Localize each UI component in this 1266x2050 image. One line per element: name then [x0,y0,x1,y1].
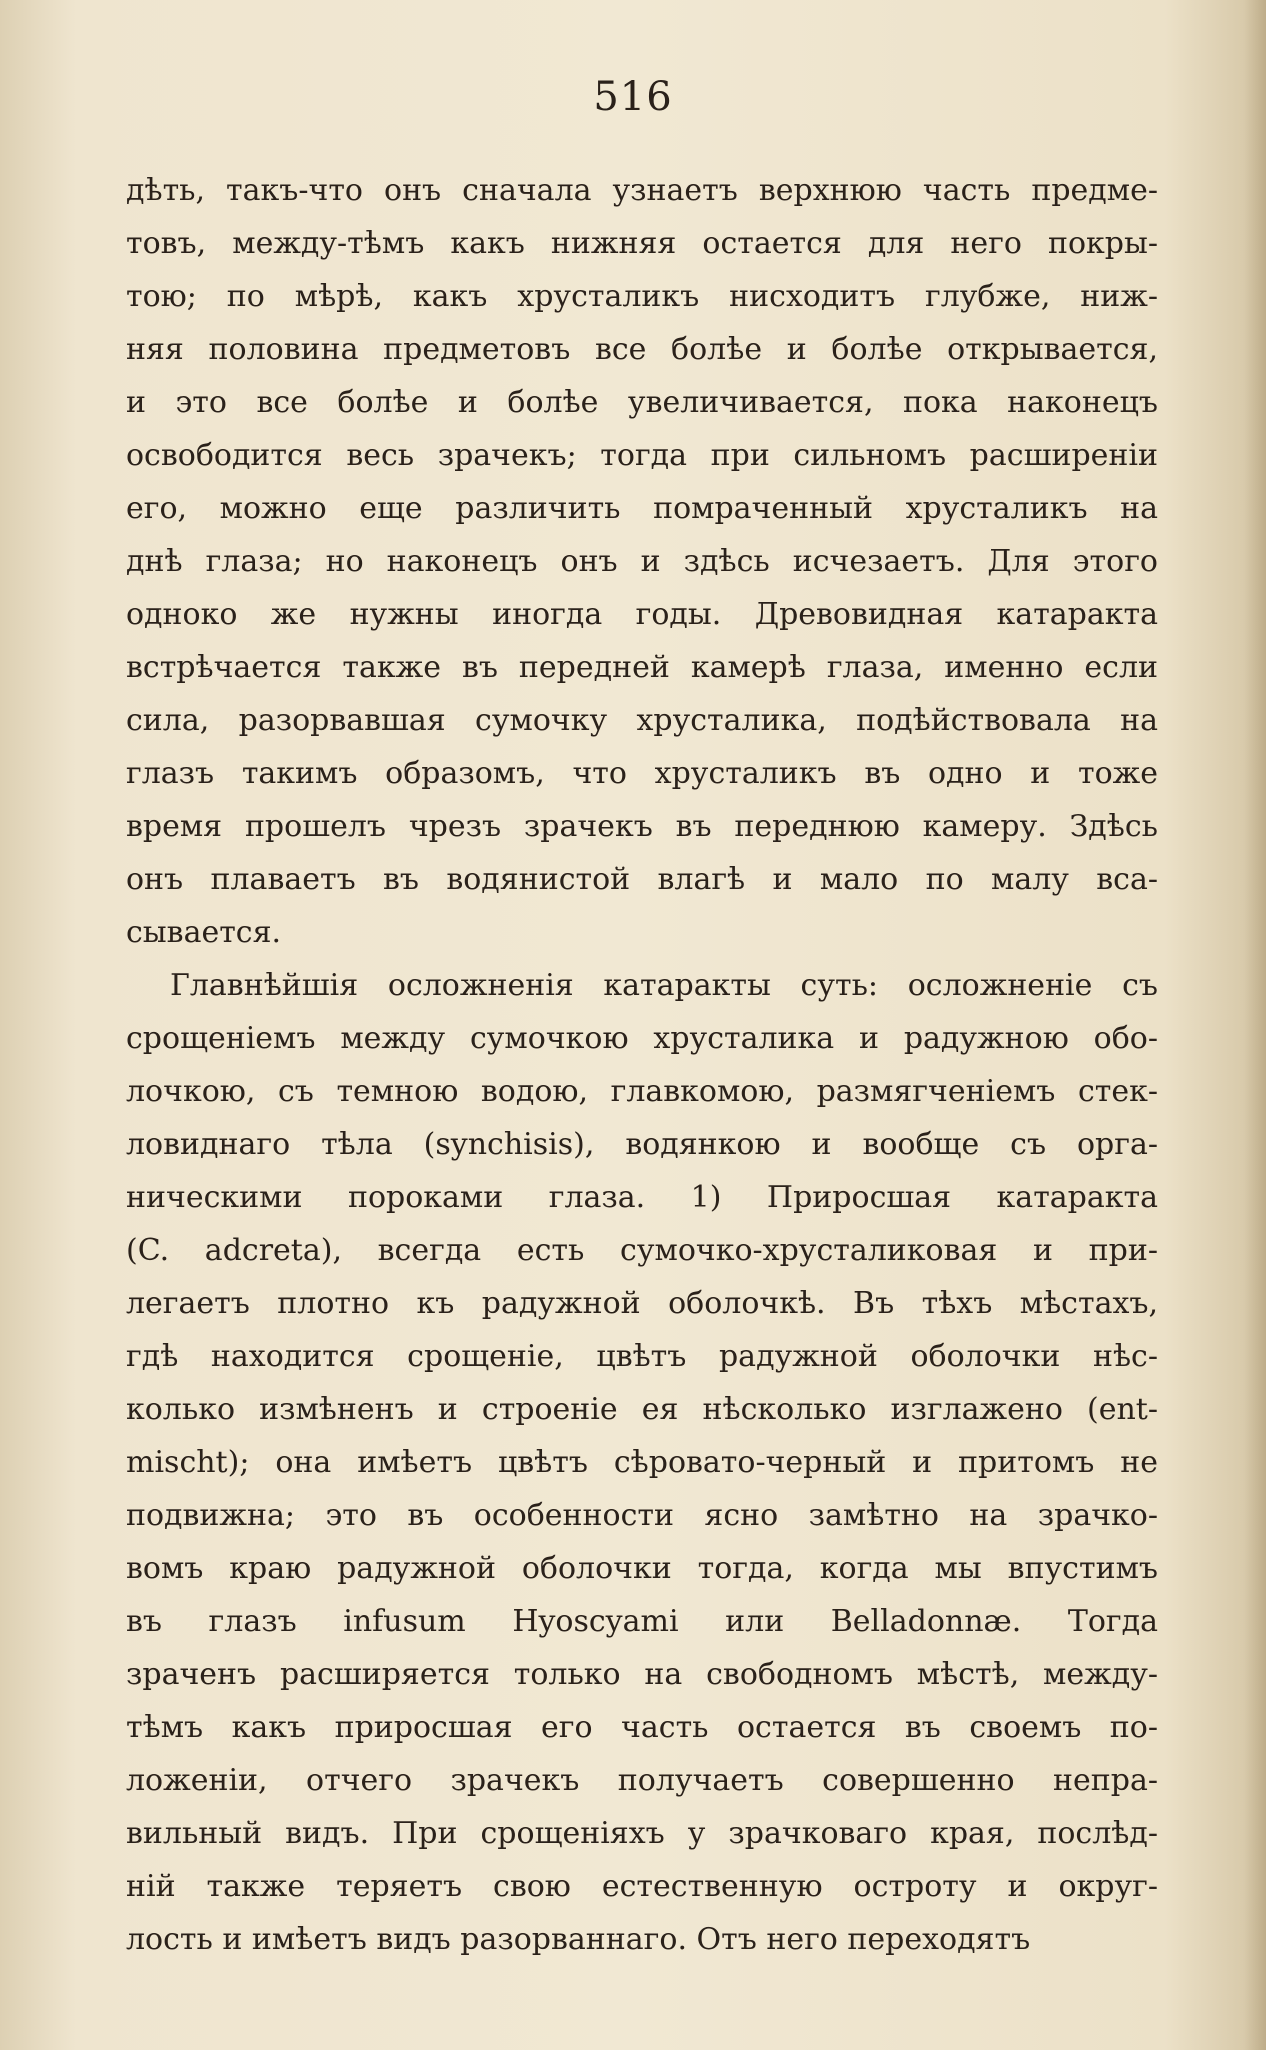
text-line: встрѣчается также въ передней камерѣ глаза, именно если [126,650,1158,685]
text-line: одноко же нужны иногда годы. Древовидная катаракта [126,597,1158,632]
text-line: ловиднаго тѣла (synchisis), водянкою и вообще съ орга- [126,1127,1158,1162]
text-line: сывается. [126,915,282,950]
text-line: (C. adcreta), всегда есть сумочко-хрусталиковая и при- [126,1233,1158,1268]
text-line: товъ, между-тѣмъ какъ нижняя остается для него покры- [126,226,1158,261]
text-line: лость и имѣетъ видъ разорваннаго. Отъ него переходятъ [126,1922,1031,1957]
text-line: дѣть, такъ-что онъ сначала узнаетъ верхнюю часть предме- [126,173,1158,208]
text-line: днѣ глаза; но наконецъ онъ и здѣсь исчезаетъ. Для этого [126,544,1158,579]
text-line: лочкою, съ темною водою, главкомою, размягченіемъ стек- [126,1074,1158,1109]
text-line: няя половина предметовъ все болѣе и болѣе открывается, [126,332,1158,367]
text-line: mischt); она имѣетъ цвѣтъ сѣровато-черный и притомъ не [126,1445,1158,1480]
text-line: легаетъ плотно къ радужной оболочкѣ. Въ тѣхъ мѣстахъ, [126,1286,1158,1321]
text-line: ложеніи, отчего зрачекъ получаетъ совершенно непра- [126,1763,1158,1798]
text-line: подвижна; это въ особенности ясно замѣтно на зрачко- [126,1498,1158,1533]
text-line: тою; по мѣрѣ, какъ хрусталикъ нисходитъ глубже, ниж- [126,279,1158,314]
text-line: тѣмъ какъ приросшая его часть остается въ своемъ по- [126,1710,1158,1745]
text-line: онъ плаваетъ въ водянистой влагѣ и мало по малу вса- [126,862,1158,897]
text-line: глазъ такимъ образомъ, что хрусталикъ въ одно и тоже [126,756,1158,791]
text-line: зраченъ расширяется только на свободномъ мѣстѣ, между- [126,1657,1158,1692]
text-line: ническими пороками глаза. 1) Приросшая катаракта [126,1180,1158,1215]
text-line: и это все болѣе и болѣе увеличивается, пока наконецъ [126,385,1158,420]
text-line: гдѣ находится срощеніе, цвѣтъ радужной оболочки нѣс- [126,1339,1158,1374]
text-line: вомъ краю радужной оболочки тогда, когда мы впустимъ [126,1551,1158,1586]
text-line: его, можно еще различить помраченный хрусталикъ на [126,491,1158,526]
text-line: вильный видъ. При срощеніяхъ у зрачковаго края, послѣд- [126,1816,1158,1851]
text-line: ній также теряетъ свою естественную остроту и округ- [126,1869,1158,1904]
text-line: срощеніемъ между сумочкою хрусталика и радужною обо- [126,1021,1158,1056]
text-line: колько измѣненъ и строеніе ея нѣсколько изглажено (ent- [126,1392,1158,1427]
text-line: сила, разорвавшая сумочку хрусталика, подѣйствовала на [126,703,1158,738]
text-line: освободится весь зрачекъ; тогда при сильномъ расширеніи [126,438,1158,473]
text-line: въ глазъ infusum Hyoscyami или Belladonnæ. Тогда [126,1604,1158,1639]
text-line: время прошелъ чрезъ зрачекъ въ переднюю камеру. Здѣсь [126,809,1158,844]
page-edge-shadow [1244,0,1266,2050]
text-line: Главнѣйшія осложненія катаракты суть: осложненіе съ [170,968,1158,1003]
body-text [126,164,1158,1966]
page-number: 516 [593,74,673,120]
